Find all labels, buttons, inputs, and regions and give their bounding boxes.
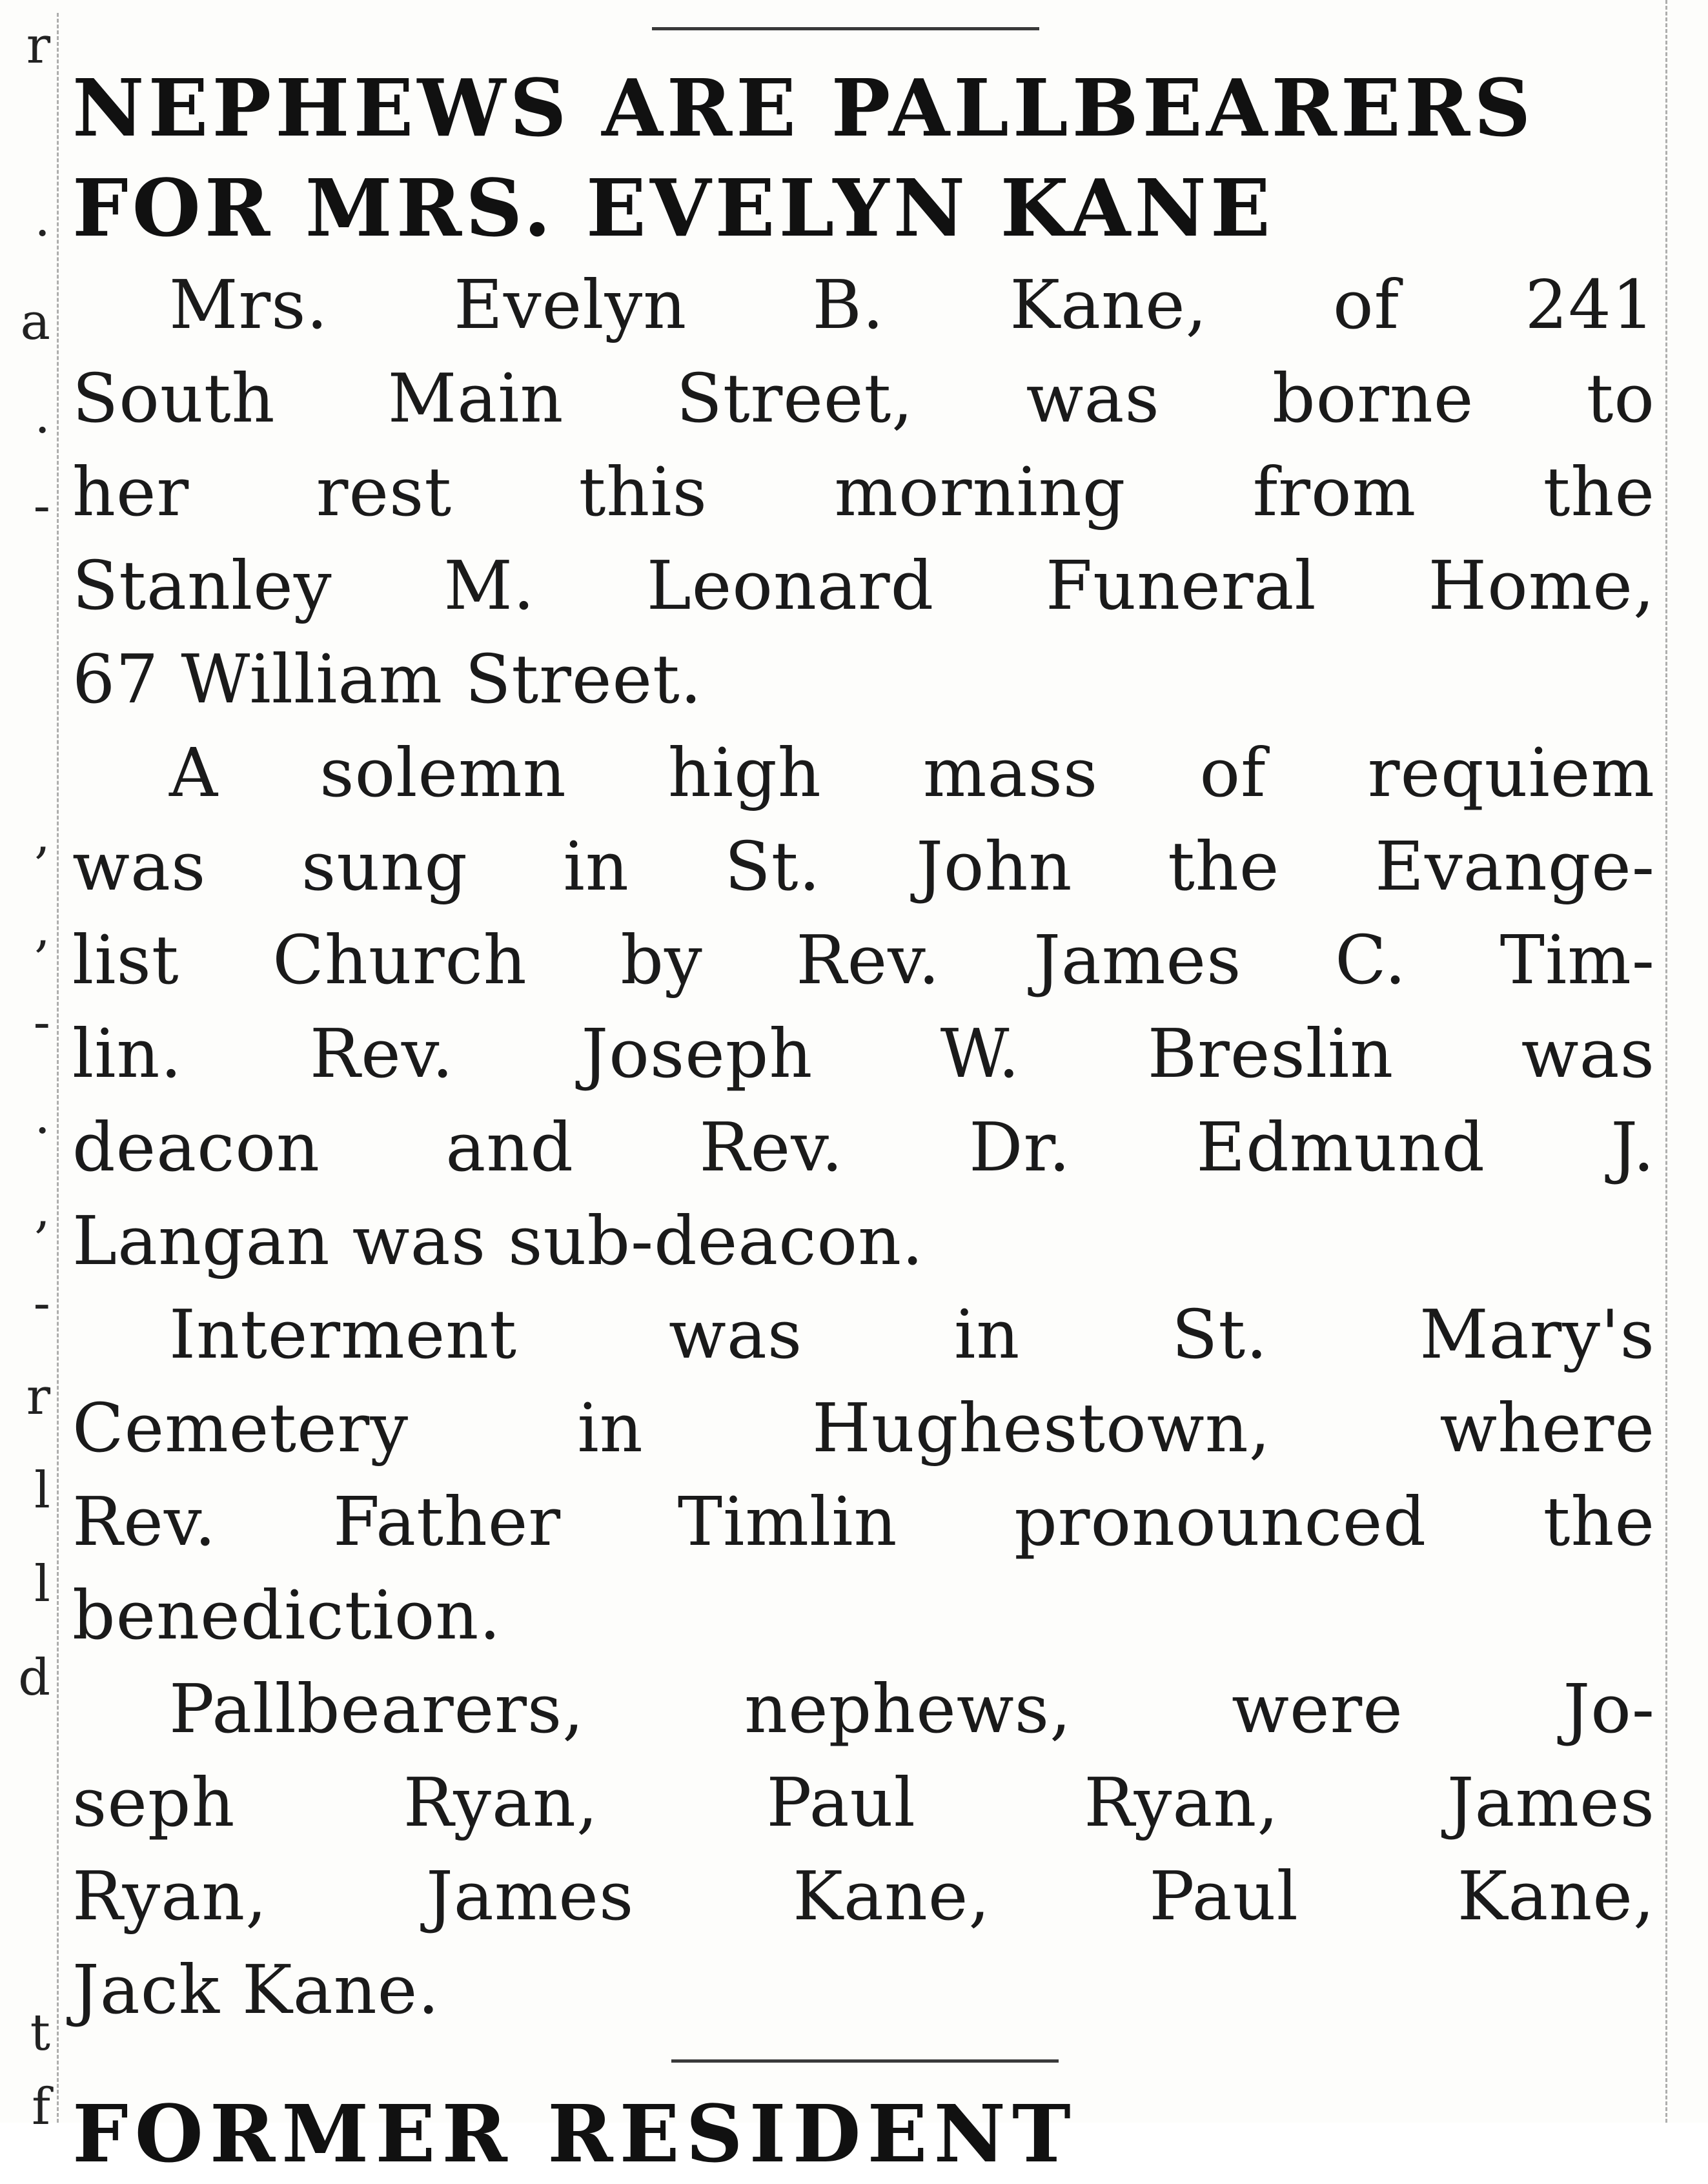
left-column-rule bbox=[57, 13, 59, 2123]
fragment: . bbox=[34, 190, 50, 248]
paragraph-funeral bbox=[72, 258, 1655, 726]
fragment: . bbox=[34, 1087, 50, 1145]
article-body bbox=[72, 258, 1655, 2037]
fragment: , bbox=[34, 1181, 50, 1239]
fragment: r bbox=[26, 1368, 50, 1426]
fragment: l bbox=[34, 1462, 50, 1520]
fragment: - bbox=[33, 994, 50, 1052]
text-line: Ryan, James Kane, Paul Kane, bbox=[72, 1857, 1655, 1935]
text-line: Stanley M. Leonard Funeral Home, bbox=[72, 546, 1655, 625]
adjacent-column-fragments bbox=[0, 0, 54, 2136]
text-line: A solemn high mass of requiem bbox=[169, 733, 1655, 812]
text-line: 67 William Street. bbox=[72, 640, 702, 719]
text-line: Cemetery in Hughestown, where bbox=[72, 1389, 1655, 1467]
fragment: , bbox=[34, 900, 50, 958]
text-line: Pallbearers, nephews, were Jo- bbox=[169, 1669, 1655, 1748]
fragment: a bbox=[20, 293, 50, 351]
obituary-article bbox=[72, 58, 1655, 2037]
text-line: Langan was sub-deacon. bbox=[72, 1201, 924, 1280]
paragraph-interment bbox=[72, 1288, 1655, 1662]
top-divider bbox=[652, 27, 1039, 30]
next-article-headline: FORMER RESIDENT bbox=[72, 2087, 1077, 2180]
text-line: Rev. Father Timlin pronounced the bbox=[72, 1482, 1655, 1561]
fragment: , bbox=[34, 806, 50, 864]
fragment: - bbox=[33, 477, 50, 535]
text-line: Interment was in St. Mary's bbox=[169, 1295, 1655, 1374]
headline-line-2: FOR MRS. EVELYN KANE bbox=[72, 161, 1274, 254]
fragment: - bbox=[33, 1274, 50, 1332]
text-line: list Church by Rev. James C. Tim- bbox=[72, 921, 1655, 999]
fragment: . bbox=[34, 387, 50, 445]
paragraph-mass bbox=[72, 726, 1655, 1288]
fragment: d bbox=[18, 1649, 50, 1707]
text-line: benediction. bbox=[72, 1576, 502, 1655]
text-line: was sung in St. John the Evange- bbox=[72, 827, 1655, 906]
text-line: deacon and Rev. Dr. Edmund J. bbox=[72, 1108, 1655, 1187]
right-column-rule bbox=[1665, 0, 1667, 2123]
article-headline bbox=[72, 58, 1655, 258]
headline-line-1: NEPHEWS ARE PALLBEARERS bbox=[72, 61, 1535, 154]
fragment: t bbox=[30, 2004, 50, 2062]
bottom-divider bbox=[671, 2059, 1059, 2063]
fragment: r bbox=[26, 17, 50, 75]
paragraph-pallbearers bbox=[72, 1662, 1655, 2037]
text-line: Mrs. Evelyn B. Kane, of 241 bbox=[169, 265, 1655, 344]
text-line: her rest this morning from the bbox=[72, 453, 1655, 531]
text-line: seph Ryan, Paul Ryan, James bbox=[72, 1763, 1655, 1842]
text-line: South Main Street, was borne to bbox=[72, 359, 1655, 438]
text-line: lin. Rev. Joseph W. Breslin was bbox=[72, 1014, 1655, 1093]
text-line: Jack Kane. bbox=[72, 1950, 440, 2029]
fragment: l bbox=[34, 1555, 50, 1613]
fragment: f bbox=[32, 2078, 50, 2136]
